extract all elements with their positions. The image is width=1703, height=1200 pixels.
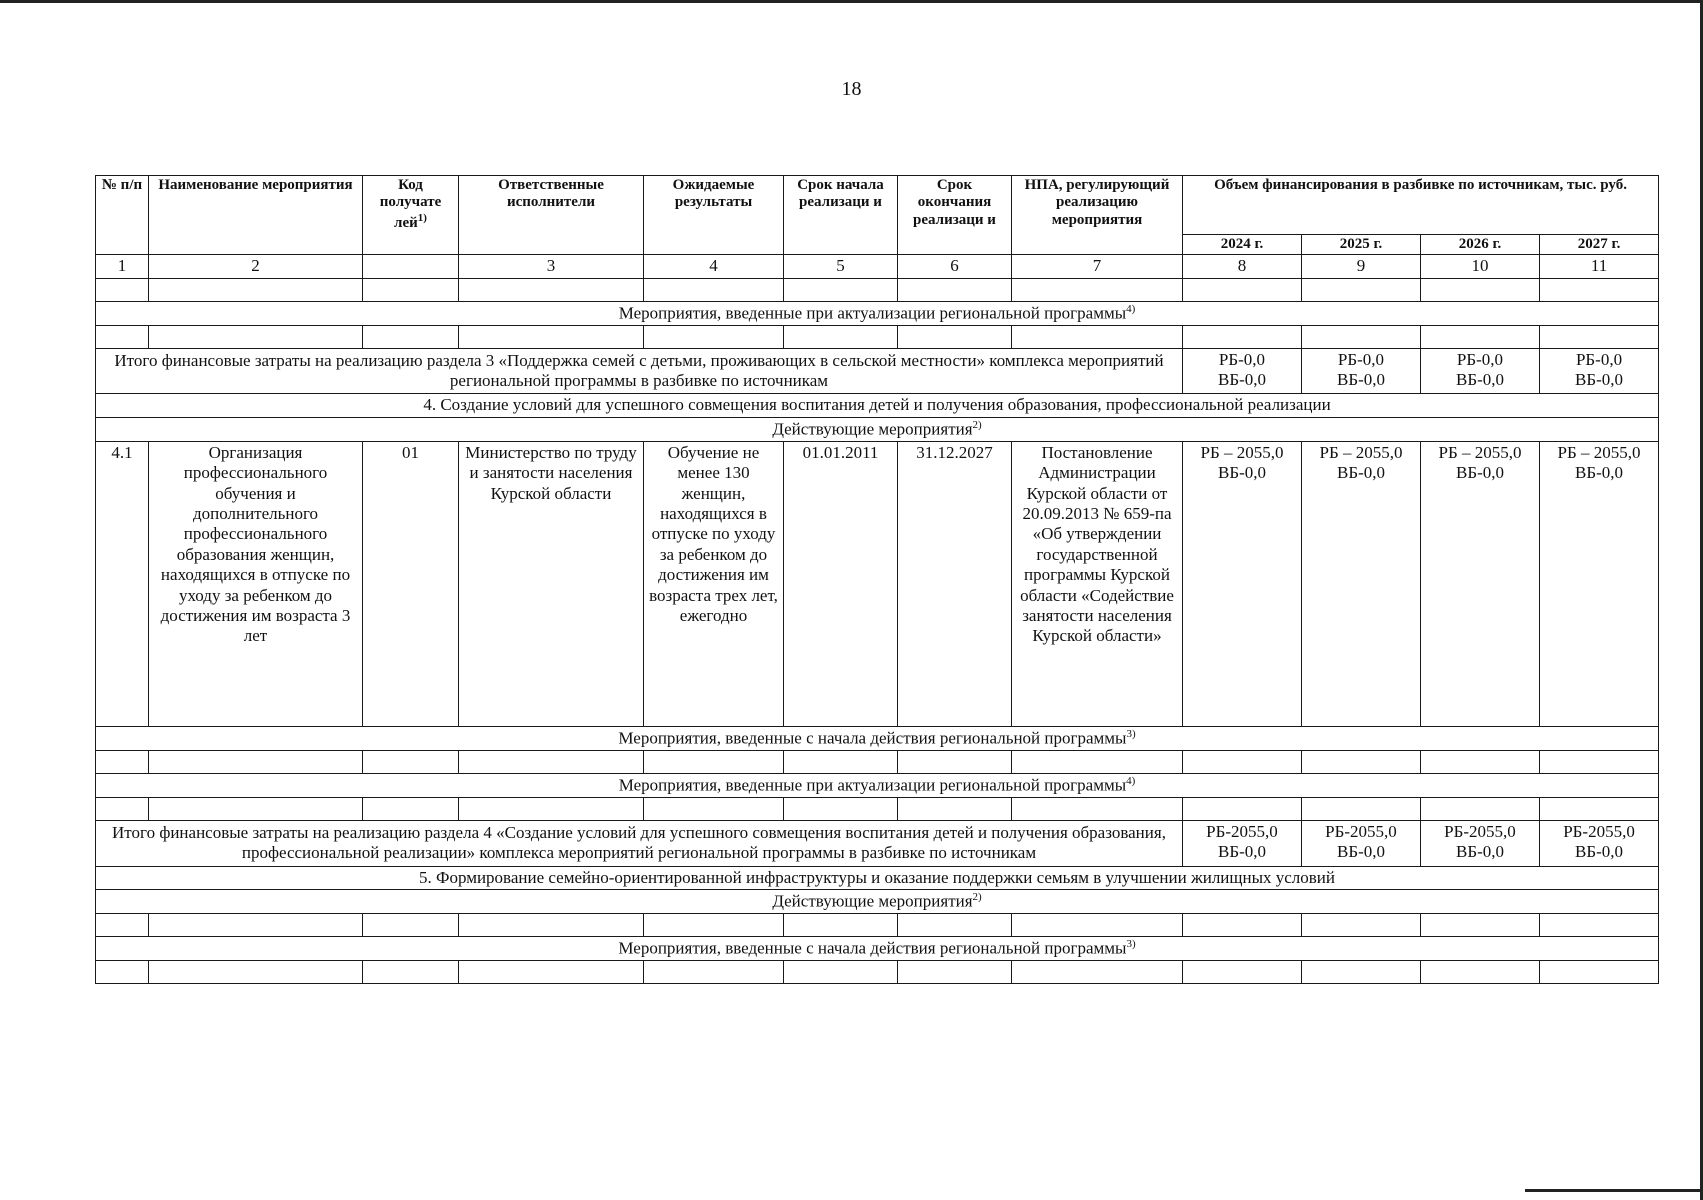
activity-funding-2024: РБ – 2055,0 ВБ-0,0	[1183, 441, 1302, 726]
empty-row	[96, 914, 1659, 937]
subheading-row	[96, 726, 1659, 750]
total-section4-2025: РБ-2055,0 ВБ-0,0	[1302, 821, 1421, 867]
column-numbers-row	[96, 255, 1659, 278]
activity-name: Организация профессионального обучения и дополнительного профессионального образования женщин, находящихся в отпуске по уходу за ребенком до достижения им возраста 3 лет	[149, 441, 363, 726]
subheading-introduced-start: Мероприятия, введенные с начала действия региональной программы$^{3)}$	[96, 937, 1659, 961]
sheet-edge-top	[0, 0, 1703, 3]
subheading-current: Действующие мероприятия$^{2)}$	[96, 417, 1659, 441]
header-year-2026: 2026 г.	[1421, 235, 1540, 255]
colnum: 8	[1183, 255, 1302, 278]
total-section3-label: Итого финансовые затраты на реализацию раздела 3 «Поддержка семей с детьми, проживающих в сельской местности» комплекса мероприятий региональной программы в разбивке по источникам	[96, 348, 1183, 394]
subheading-row	[96, 937, 1659, 961]
header-row	[96, 176, 1659, 235]
activity-end: 31.12.2027	[898, 441, 1012, 726]
total-section4-2027: РБ-2055,0 ВБ-0,0	[1540, 821, 1659, 867]
total-section4-2026: РБ-2055,0 ВБ-0,0	[1421, 821, 1540, 867]
total-section4-2024: РБ-2055,0 ВБ-0,0	[1183, 821, 1302, 867]
total-section3-2027: РБ-0,0 ВБ-0,0	[1540, 348, 1659, 394]
program-activities-table	[95, 175, 1659, 984]
total-section4-label: Итого финансовые затраты на реализацию раздела 4 «Создание условий для успешного совмещения воспитания детей и получения образования, профессиональной реализации» комплекса мероприятий региональной программы в разбивке по источникам	[96, 821, 1183, 867]
header-code: Код получате лей$^{1)}$	[363, 176, 459, 255]
empty-row	[96, 961, 1659, 984]
subheading-introduced-update: Мероприятия, введенные при актуализации региональной программы$^{4)}$	[96, 773, 1659, 797]
colnum: 1	[96, 255, 149, 278]
subheading-current: Действующие мероприятия$^{2)}$	[96, 890, 1659, 914]
subheading-introduced-update: Мероприятия, введенные при актуализации региональной программы$^{4)}$	[96, 301, 1659, 325]
colnum: 2	[149, 255, 363, 278]
section5-title: 5. Формирование семейно-ориентированной инфраструктуры и оказание поддержки семьям в улучшении жилищных условий	[96, 866, 1659, 889]
colnum: 5	[784, 255, 898, 278]
section5-title-row	[96, 866, 1659, 889]
section4-title-row	[96, 394, 1659, 417]
activity-num: 4.1	[96, 441, 149, 726]
header-year-2027: 2027 г.	[1540, 235, 1659, 255]
subheading-row	[96, 773, 1659, 797]
colnum: 6	[898, 255, 1012, 278]
total-section3-2026: РБ-0,0 ВБ-0,0	[1421, 348, 1540, 394]
empty-row	[96, 278, 1659, 301]
header-executors: Ответственные исполнители	[459, 176, 644, 255]
page-number: 18	[841, 78, 862, 100]
empty-row	[96, 750, 1659, 773]
sheet-edge-bottom	[1525, 1189, 1703, 1192]
header-results: Ожидаемые результаты	[644, 176, 784, 255]
header-funding: Объем финансирования в разбивке по источникам, тыс. руб.	[1183, 176, 1659, 235]
subheading-row	[96, 890, 1659, 914]
subheading-row	[96, 417, 1659, 441]
subheading-row	[96, 301, 1659, 325]
header-name: Наименование мероприятия	[149, 176, 363, 255]
activity-funding-2026: РБ – 2055,0 ВБ-0,0	[1421, 441, 1540, 726]
activity-code: 01	[363, 441, 459, 726]
activity-results: Обучение не менее 130 женщин, находящихся в отпуске по уходу за ребенком до достижения им возраста трех лет, ежегодно	[644, 441, 784, 726]
header-year-2025: 2025 г.	[1302, 235, 1421, 255]
header-num: № п/п	[96, 176, 149, 255]
empty-row	[96, 325, 1659, 348]
header-end: Срок окончания реализаци и	[898, 176, 1012, 255]
total-section4-row	[96, 821, 1659, 867]
activity-executors: Министерство по труду и занятости населения Курской области	[459, 441, 644, 726]
activity-npa: Постановление Администрации Курской области от 20.09.2013 № 659-па «Об утверждении государственной программы Курской области «Содействие занятости населения Курской области»	[1012, 441, 1183, 726]
activity-4-1-row	[96, 441, 1659, 726]
section4-title: 4. Создание условий для успешного совмещения воспитания детей и получения образования, профессиональной реализации	[96, 394, 1659, 417]
total-section3-2024: РБ-0,0 ВБ-0,0	[1183, 348, 1302, 394]
colnum: 7	[1012, 255, 1183, 278]
header-year-2024: 2024 г.	[1183, 235, 1302, 255]
header-start: Срок начала реализаци и	[784, 176, 898, 255]
header-npa: НПА, регулирующий реализацию мероприятия	[1012, 176, 1183, 255]
total-section3-row	[96, 348, 1659, 394]
colnum: 3	[459, 255, 644, 278]
colnum: 9	[1302, 255, 1421, 278]
empty-row	[96, 798, 1659, 821]
activity-start: 01.01.2011	[784, 441, 898, 726]
colnum	[363, 255, 459, 278]
colnum: 10	[1421, 255, 1540, 278]
total-section3-2025: РБ-0,0 ВБ-0,0	[1302, 348, 1421, 394]
activity-funding-2025: РБ – 2055,0 ВБ-0,0	[1302, 441, 1421, 726]
activity-funding-2027: РБ – 2055,0 ВБ-0,0	[1540, 441, 1659, 726]
subheading-introduced-start: Мероприятия, введенные с начала действия региональной программы$^{3)}$	[96, 726, 1659, 750]
colnum: 4	[644, 255, 784, 278]
colnum: 11	[1540, 255, 1659, 278]
